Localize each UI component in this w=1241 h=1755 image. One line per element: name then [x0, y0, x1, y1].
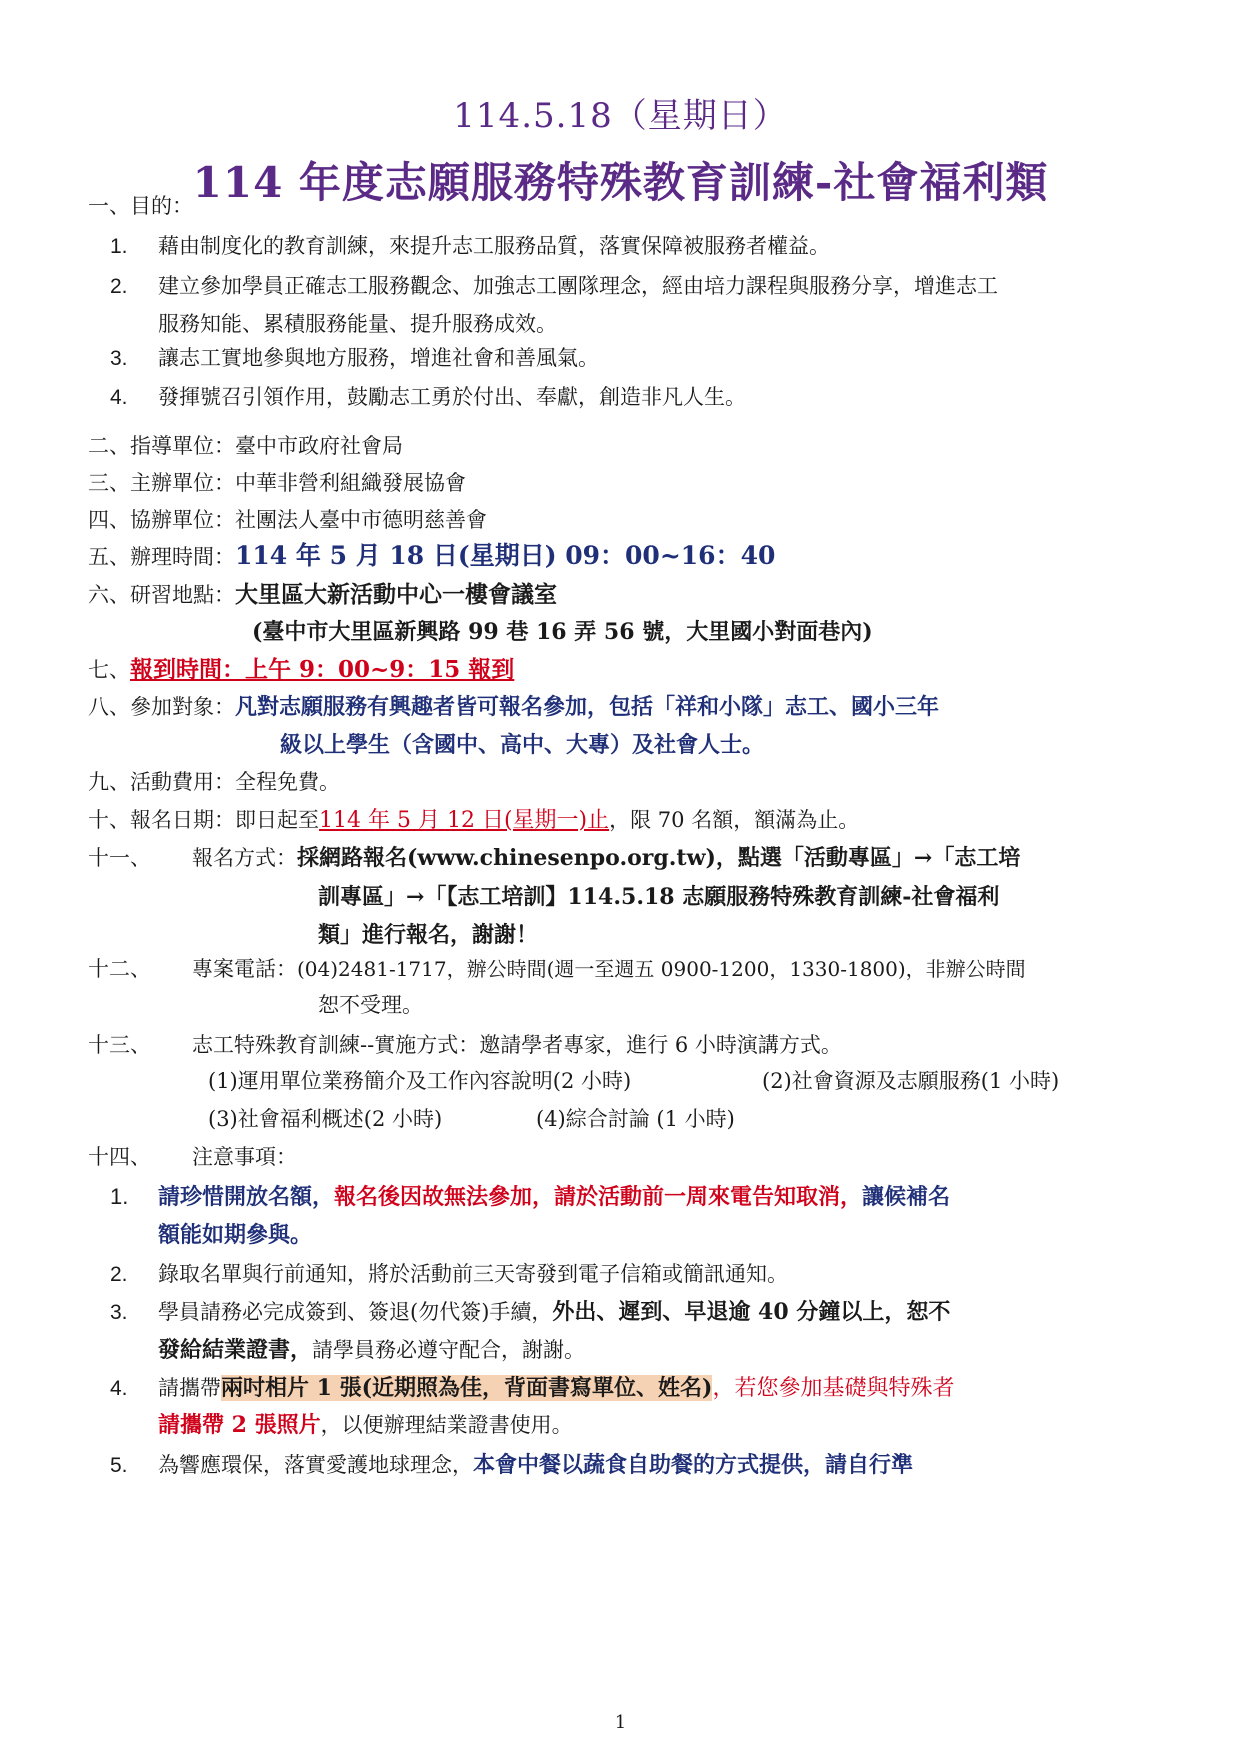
notice-1-cont: 額能如期參與。 [158, 1222, 313, 1248]
notice-text: 讓候補名 [862, 1184, 951, 1210]
section-value: 臺中市政府社會局 [235, 434, 403, 458]
section-value: 社團法人臺中市德明慈善會 [235, 508, 487, 532]
item-text: 讓志工實地參與地方服務，增進社會和善風氣。 [158, 346, 599, 370]
section-label: 二、指導單位： [88, 434, 235, 458]
section-label: 三、主辦單位： [88, 471, 235, 495]
item-number: 2. [110, 1263, 128, 1286]
purpose-item-1 [110, 231, 830, 262]
section-2 [88, 431, 403, 461]
notice-4-cont [158, 1410, 573, 1440]
section-value: 全程免費。 [235, 770, 340, 794]
section-8 [88, 692, 939, 722]
notice-text-emphasis: ，若您參加基礎與特殊者 [712, 1376, 955, 1401]
target-audience: 凡對志願服務有興趣者皆可報名參加，包括「祥和小隊」志工、國小三年 [235, 694, 940, 720]
event-time: 114 年 5 月 18 日(星期日) 09：00~16：40 [235, 541, 776, 570]
section-13-label: 十三、 [88, 1033, 151, 1057]
item-number: 1. [110, 1184, 129, 1209]
section-14-heading: 注意事項： [192, 1145, 297, 1169]
course-1: (1)運用單位業務簡介及工作內容說明(2 小時) [208, 1069, 632, 1093]
section-12-label: 十二、 [88, 957, 151, 981]
item-text: 藉由制度化的教育訓練，來提升志工服務品質，落實保障被服務者權益。 [158, 234, 830, 258]
section-label: 八、參加對象： [88, 695, 235, 719]
course-2: (2)社會資源及志願服務(1 小時) [762, 1069, 1060, 1093]
section-12 [192, 954, 1026, 984]
section-6 [88, 580, 557, 610]
notice-text: 錄取名單與行前通知，將於活動前三天寄發到電子信箱或簡訊通知。 [158, 1262, 788, 1286]
item-text: 建立參加學員正確志工服務觀念、加強志工團隊理念，經由培力課程與服務分享，增進志工 [158, 274, 998, 298]
registration-method: 採網路報名(www.chinesenpo.org.tw)，點選「活動專區」→「志工培 [297, 845, 1021, 871]
purpose-item-4 [110, 382, 746, 413]
item-text: 發揮號召引領作用，鼓勵志工勇於付出、奉獻，創造非凡人生。 [158, 385, 746, 409]
notice-text: ，以便辦理結業證書使用。 [320, 1413, 573, 1437]
section-label: 專案電話： [192, 957, 297, 981]
section-1-heading: 一、目的： [88, 194, 193, 218]
section-10 [88, 805, 859, 836]
notice-text: 請學員務必遵守配合，謝謝。 [312, 1338, 586, 1362]
notice-text: 請珍惜開放名額， [158, 1184, 335, 1210]
project-phone: (04)2481-1717，辦公時間(週一至週五 0900-1200，1330-1800)，非辦公時間 [297, 957, 1026, 981]
section-label: 七、 [88, 658, 130, 682]
notice-3 [110, 1297, 950, 1328]
section-7 [88, 655, 514, 685]
section-11-label: 十一、 [88, 846, 151, 870]
section-14-label: 十四、 [88, 1145, 151, 1169]
item-number: 2. [110, 275, 128, 298]
item-number: 5. [110, 1454, 128, 1477]
venue: 大里區大新活動中心一樓會議室 [235, 581, 557, 608]
item-number: 3. [110, 1301, 128, 1324]
notice-4 [110, 1373, 954, 1404]
document-title: 114 年度志願服務特殊教育訓練-社會福利類 [192, 158, 1049, 207]
notice-text-highlight: 兩吋相片 1 張(近期照為佳，背面書寫單位、姓名) [221, 1375, 713, 1401]
registration-method-cont-1: 訓專區」→「【志工培訓】114.5.18 志願服務特殊教育訓練-社會福利 [318, 884, 1000, 910]
section-4 [88, 505, 487, 535]
course-3: (3)社會福利概述(2 小時) [208, 1107, 443, 1131]
notice-text-emphasis: 報名後因故無法參加，請於活動前一周來電告知取消， [334, 1184, 863, 1210]
notice-text: 請攜帶 [158, 1376, 221, 1400]
item-number: 1. [110, 235, 128, 258]
notice-text-emphasis: 請攜帶 2 張照片 [158, 1412, 321, 1438]
section-value: ，限 70 名額，額滿為止。 [609, 808, 860, 832]
section-9 [88, 767, 340, 797]
event-date-heading: 114.5.18（星期日） [453, 96, 788, 136]
registration-method-cont-2: 類」進行報名，謝謝！ [318, 922, 539, 948]
item-number: 4. [110, 386, 128, 409]
target-audience-cont: 級以上學生（含國中、高中、大專）及社會人士。 [280, 732, 765, 758]
section-label: 四、協辦單位： [88, 508, 235, 532]
purpose-item-2-cont: 服務知能、累積服務能量、提升服務成效。 [158, 312, 557, 336]
notice-text-emphasis: 本會中餐以蔬食自助餐的方式提供，請自行準 [473, 1452, 914, 1478]
item-number: 4. [110, 1377, 128, 1400]
section-value: 中華非營利組織發展協會 [235, 471, 466, 495]
notice-text: 學員請務必完成簽到、簽退(勿代簽)手續， [158, 1300, 553, 1324]
project-phone-cont: 恕不受理。 [318, 993, 423, 1017]
section-3 [88, 468, 466, 498]
venue-address: (臺中市大里區新興路 99 巷 16 弄 56 號，大里國小對面巷內) [252, 619, 873, 645]
notice-text: 為響應環保，落實愛護地球理念， [158, 1453, 473, 1477]
notice-text-emphasis: 發給結業證書， [158, 1337, 313, 1363]
section-11 [192, 843, 1020, 873]
purpose-item-2 [110, 271, 998, 302]
checkin-time: 報到時間：上午 9：00~9：15 報到 [130, 656, 515, 683]
registration-deadline: 114 年 5 月 12 日(星期一)止 [319, 808, 610, 833]
page-number: 1 [614, 1712, 627, 1733]
section-5 [88, 541, 775, 572]
section-label: 五、辦理時間： [88, 545, 235, 569]
section-label: 九、活動費用： [88, 770, 235, 794]
notice-2 [110, 1259, 788, 1290]
section-13-heading: 志工特殊教育訓練--實施方式：邀請學者專家，進行 6 小時演講方式。 [192, 1033, 842, 1057]
notice-1 [110, 1182, 950, 1213]
course-4: (4)綜合討論 (1 小時) [536, 1107, 735, 1131]
notice-3-cont [158, 1335, 585, 1365]
section-label: 報名方式： [192, 846, 297, 870]
notice-text-emphasis: 外出、遲到、早退逾 40 分鐘以上，恕不 [552, 1299, 951, 1325]
item-number: 3. [110, 347, 128, 370]
notice-5 [110, 1450, 913, 1481]
section-label: 十、報名日期：即日起至 [88, 808, 319, 832]
purpose-item-3 [110, 343, 599, 374]
section-label: 六、研習地點： [88, 583, 235, 607]
